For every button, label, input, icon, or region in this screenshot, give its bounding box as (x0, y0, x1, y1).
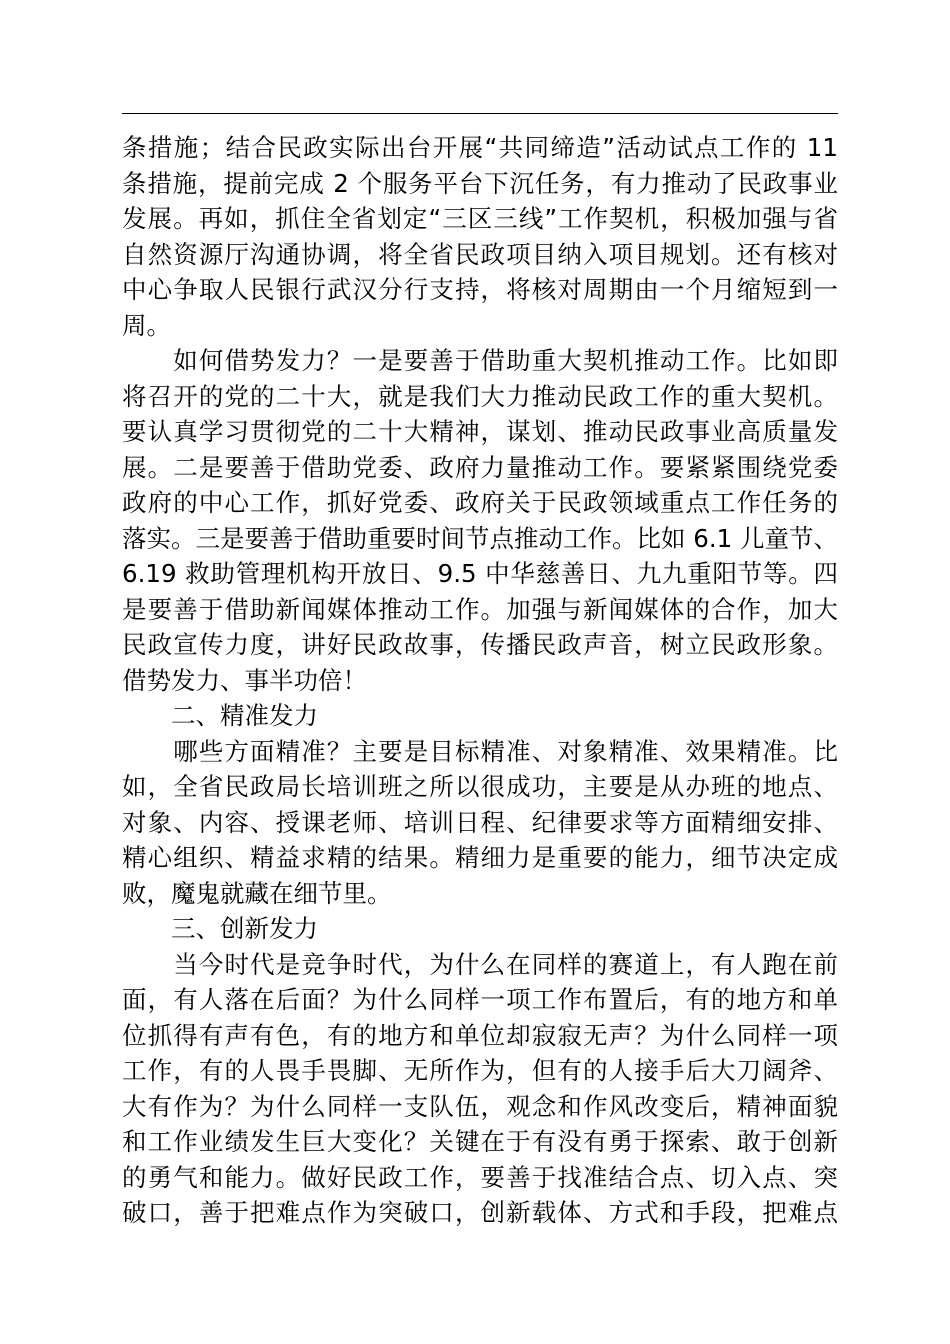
text-line: 三、创新发力 (122, 914, 318, 943)
document-body (122, 130, 838, 1231)
paragraph (122, 947, 838, 1231)
text-line: 位抓得有声有色，有的地方和单位却寂寂无声？为什么同样一项 (122, 1020, 838, 1050)
text-line: 是要善于借助新闻媒体推动工作。加强与新闻媒体的合作，加大 (122, 594, 838, 624)
text-line: 对象、内容、授课老师、培训日程、纪律要求等方面精细安排、 (122, 807, 838, 837)
text-line: 工作，有的人畏手畏脚、无所作为，但有的人接手后大刀阔斧、 (122, 1056, 838, 1085)
section-heading (122, 911, 838, 947)
text-line: 将召开的党的二十大，就是我们大力推动民政工作的重大契机。 (122, 381, 838, 411)
text-line: 破口，善于把难点作为突破口，创新载体、方式和手段，把难点 (122, 1198, 838, 1227)
text-line: 展。二是要善于借助党委、政府力量推动工作。要紧紧围绕党委 (122, 452, 838, 482)
text-line: 精心组织、精益求精的结果。精细力是重要的能力，细节决定成 (122, 843, 838, 872)
text-line: 要认真学习贯彻党的二十大精神，谋划、推动民政事业高质量发 (122, 417, 838, 446)
text-line: 民政宣传力度，讲好民政故事，传播民政声音，树立民政形象。 (122, 630, 838, 659)
text-line: 的勇气和能力。做好民政工作，要善于找准结合点、切入点、突 (122, 1162, 838, 1192)
text-line: 政府的中心工作，抓好党委、政府关于民政领域重点工作任务的 (122, 488, 838, 517)
text-line: 如何借势发力？一是要善于借助重大契机推动工作。比如即 (122, 346, 838, 375)
text-line: 中心争取人民银行武汉分行支持，将核对周期由一个月缩短到一 (122, 275, 838, 304)
text-line: 二、精准发力 (122, 701, 318, 730)
text-line: 6.19 救助管理机构开放日、9.5 中华慈善日、九九重阳节等。四 (122, 559, 838, 588)
paragraph (122, 343, 838, 698)
text-line: 落实。三是要善于借助重要时间节点推动工作。比如 6.1 儿童节、 (122, 523, 839, 553)
text-line: 发展。再如，抓住全省划定“三区三线”工作契机，积极加强与省 (122, 204, 838, 233)
header-rule (122, 113, 838, 114)
paragraph (122, 130, 838, 343)
paragraph (122, 734, 838, 912)
text-line: 条措施；结合民政实际出台开展“共同缔造”活动试点工作的 11 (122, 133, 838, 162)
text-line: 败，魔鬼就藏在细节里。 (122, 878, 392, 908)
text-line: 当今时代是竞争时代，为什么在同样的赛道上，有人跑在前 (122, 949, 838, 979)
text-line: 哪些方面精准？主要是目标精准、对象精准、效果精准。比 (122, 736, 838, 766)
text-line: 借势发力、事半功倍！ (122, 665, 367, 695)
text-line: 和工作业绩发生巨大变化？关键在于有没有勇于探索、敢于创新 (122, 1127, 838, 1156)
text-line: 周。 (122, 310, 171, 340)
text-line: 面，有人落在后面？为什么同样一项工作布置后，有的地方和单 (122, 985, 838, 1014)
text-line: 自然资源厅沟通协调，将全省民政项目纳入项目规划。还有核对 (122, 239, 838, 269)
text-line: 如，全省民政局长培训班之所以很成功，主要是从办班的地点、 (122, 772, 838, 801)
text-line: 大有作为？为什么同样一支队伍，观念和作风改变后，精神面貌 (122, 1091, 838, 1121)
section-heading (122, 698, 838, 734)
text-line: 条措施，提前完成 2 个服务平台下沉任务，有力推动了民政事业 (122, 168, 838, 198)
